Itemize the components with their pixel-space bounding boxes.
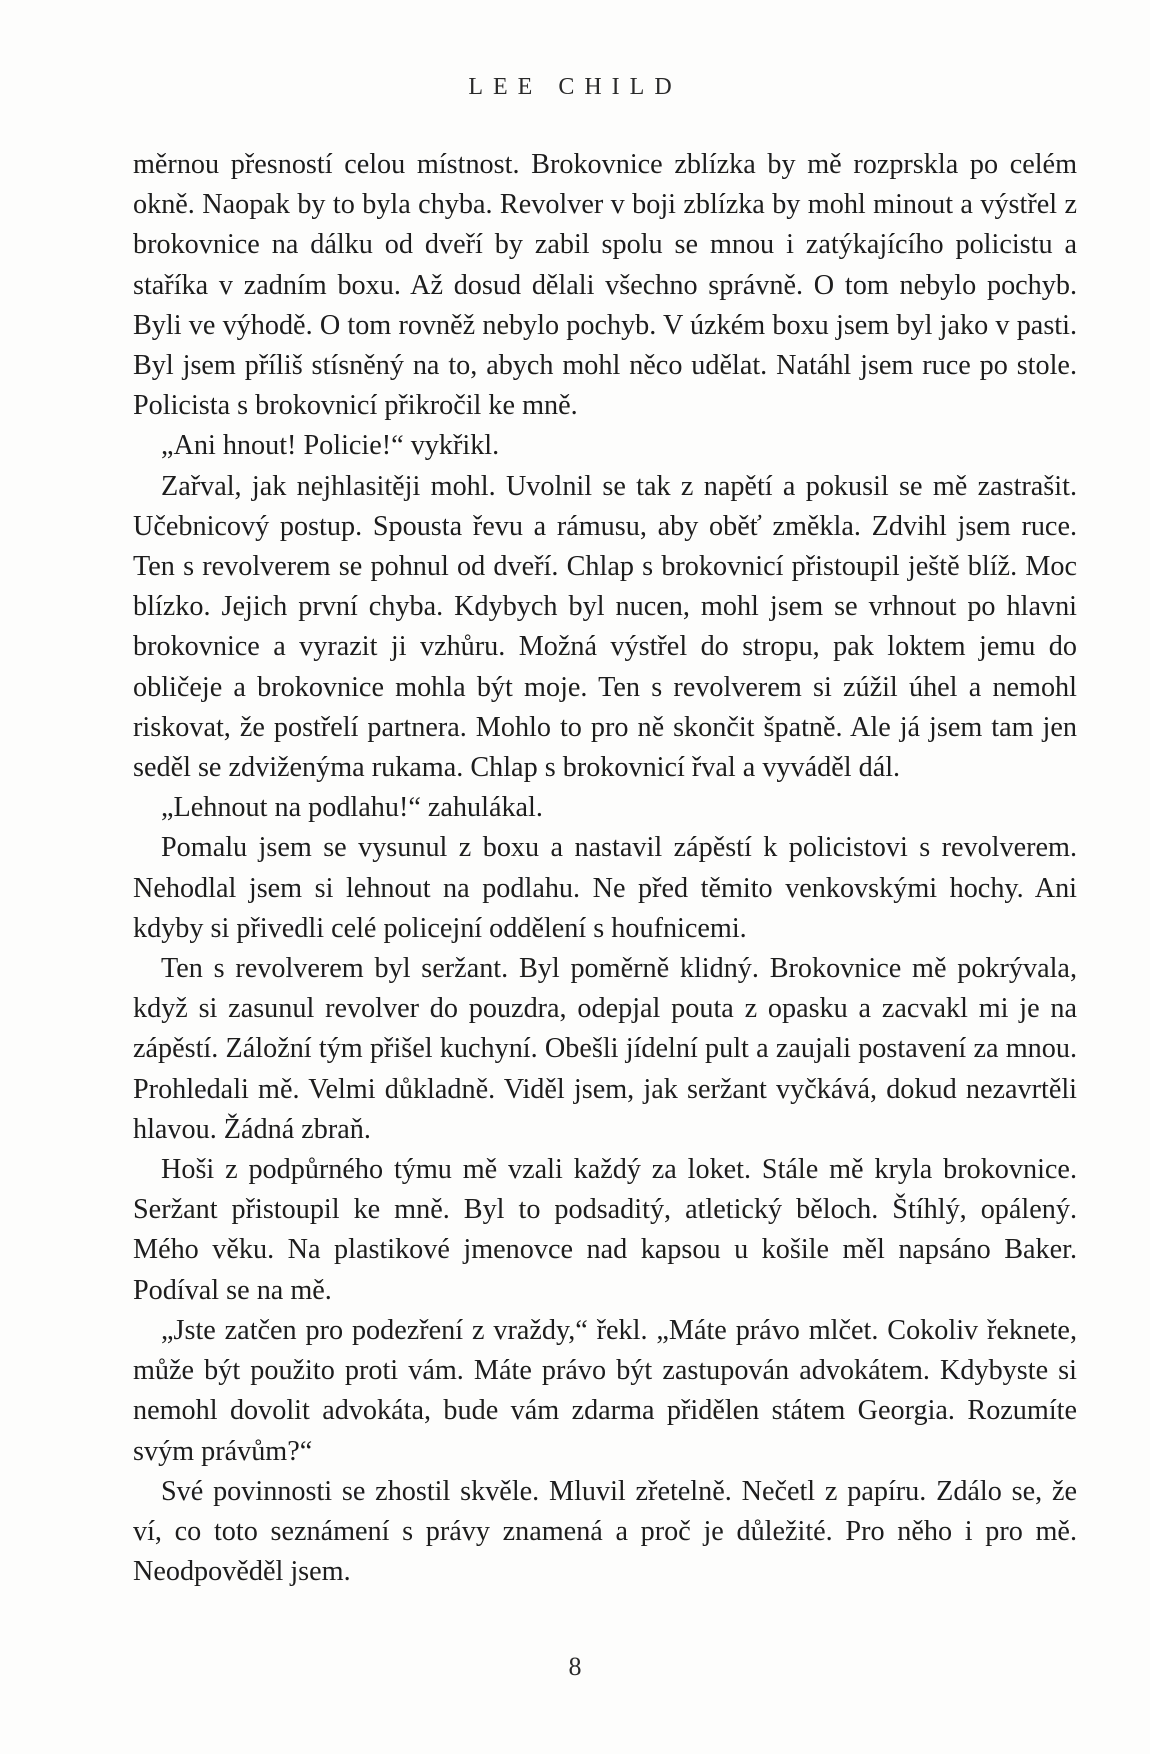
paragraph: Zařval, jak nejhlasitěji mohl. Uvolnil se tak z napětí a pokusil se mě zastrašit. Učebnicový postup. Spousta řevu a rámusu, aby oběť změkla. Zdvihl jsem ruce. Ten s revolverem se pohnul od dveří. Chlap s brokovnicí přistoupil ještě blíž. Moc blízko. Jejich první chyba. Kdybych byl nucen, mohl jsem se vrhnout po hlavni brokovnice a vyrazit ji vzhůru. Možná výstřel do stropu, pak loktem jemu do obličeje a brokovnice mohla být moje. Ten s revolverem si zúžil úhel a nemohl riskovat, že postřelí partnera. Mohlo to pro ně skončit špatně. Ale já jsem tam jen seděl se zdviženýma rukama. Chlap s brokovnicí řval a vyváděl dál. [133, 470, 1077, 784]
running-head: LEE CHILD [468, 74, 682, 100]
body-text [133, 145, 1077, 1592]
paragraph: „Ani hnout! Policie!“ vykřikl. [161, 430, 500, 462]
paragraph: „Lehnout na podlahu!“ zahulákal. [161, 792, 543, 824]
paragraph: „Jste zatčen pro podezření z vraždy,“ řekl. „Máte právo mlčet. Cokoliv řeknete, může být použito proti vám. Máte právo být zastupován advokátem. Kdybyste si nemohl dovolit advokáta, bude vám zdarma přidělen státem Georgia. Rozumíte svým právům?“ [133, 1314, 1077, 1467]
paragraph: Ten s revolverem byl seržant. Byl poměrně klidný. Brokovnice mě pokrývala, když si zasunul revolver do pouzdra, odepjal pouta z opasku a zacvakl mi je na zápěstí. Záložní tým přišel kuchyní. Obešli jídelní pult a zaujali postavení za mnou. Prohledali mě. Velmi důkladně. Viděl jsem, jak seržant vyčkává, dokud nezavrtěli hlavou. Žádná zbraň. [133, 953, 1077, 1145]
paragraph: Své povinnosti se zhostil skvěle. Mluvil zřetelně. Nečetl z papíru. Zdálo se, že ví, co toto seznámení s právy znamená a proč je důležité. Pro něho i pro mě. Neodpověděl jsem. [133, 1475, 1077, 1588]
paragraph: Hoši z podpůrného týmu mě vzali každý za loket. Stále mě kryla brokovnice. Seržant přistoupil ke mně. Byl to podsaditý, atletický běloch. Štíhlý, opálený. Mého věku. Na plastikové jmenovce nad kapsou u košile měl napsáno Baker. Podíval se na mě. [133, 1154, 1077, 1306]
paragraph: měrnou přesností celou místnost. Brokovnice zblízka by mě rozprskla po celém okně. Naopak by to byla chyba. Revolver v boji zblízka by mohl minout a výstřel z brokovnice na dálku od dveří by zabil spolu se mnou i zatýkajícího policistu a staříka v zadním boxu. Až dosud dělali všechno správně. O tom nebylo pochyb. Byli ve výhodě. O tom rovněž nebylo pochyb. V úzkém boxu jsem byl jako v pasti. Byl jsem příliš stísněný na to, abych mohl něco udělat. Natáhl jsem ruce po stole. Policista s brokovnicí přikročil ke mně. [133, 149, 1077, 422]
paragraph: Pomalu jsem se vysunul z boxu a nastavil zápěstí k policistovi s revolverem. Nehodlal jsem si lehnout na podlahu. Ne před těmito venkovskými hochy. Ani kdyby si přivedli celé policejní oddělení s houfnicemi. [133, 832, 1077, 944]
page-number: 8 [568, 1652, 582, 1681]
